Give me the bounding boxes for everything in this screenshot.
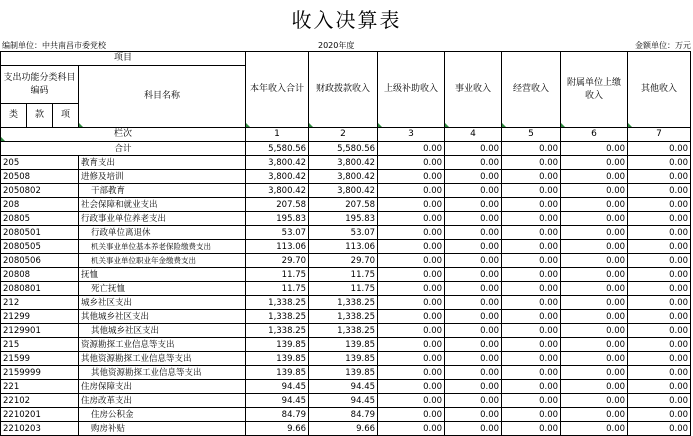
header-lanci: 栏次 bbox=[1, 128, 246, 142]
subject-name: 其他资源勘探工业信息等支出 bbox=[79, 352, 246, 366]
value-cell: 0.00 bbox=[561, 408, 628, 422]
subject-name: 住房改革支出 bbox=[79, 394, 246, 408]
value-cell: 11.75 bbox=[246, 282, 309, 296]
value-cell: 1,338.25 bbox=[246, 324, 309, 338]
value-cell: 0.00 bbox=[378, 254, 445, 268]
value-cell: 139.85 bbox=[309, 352, 378, 366]
value-cell: 0.00 bbox=[378, 408, 445, 422]
amount-unit: 金额单位：万元 bbox=[635, 41, 691, 50]
value-cell: 0.00 bbox=[561, 394, 628, 408]
value-cell: 0.00 bbox=[561, 240, 628, 254]
value-cell: 0.00 bbox=[628, 226, 691, 240]
value-cell: 0.00 bbox=[445, 212, 502, 226]
value-cell: 0.00 bbox=[628, 394, 691, 408]
value-cell: 0.00 bbox=[445, 282, 502, 296]
col-num-3: 3 bbox=[378, 128, 445, 142]
value-cell: 0.00 bbox=[445, 310, 502, 324]
value-cell: 207.58 bbox=[309, 198, 378, 212]
value-cell: 113.06 bbox=[246, 240, 309, 254]
subject-name: 其他城乡社区支出 bbox=[79, 324, 246, 338]
value-cell: 0.00 bbox=[445, 380, 502, 394]
total-cell: 0.00 bbox=[628, 142, 691, 156]
value-cell: 195.83 bbox=[246, 212, 309, 226]
value-cell: 0.00 bbox=[502, 282, 561, 296]
subject-code: 2080801 bbox=[1, 282, 79, 296]
value-cell: 0.00 bbox=[445, 268, 502, 282]
subject-code: 2080506 bbox=[1, 254, 79, 268]
value-cell: 0.00 bbox=[378, 268, 445, 282]
value-cell: 0.00 bbox=[628, 198, 691, 212]
value-cell: 53.07 bbox=[309, 226, 378, 240]
header-project: 项目 bbox=[1, 52, 246, 66]
value-cell: 0.00 bbox=[378, 296, 445, 310]
value-cell: 0.00 bbox=[445, 352, 502, 366]
value-cell: 0.00 bbox=[628, 282, 691, 296]
value-cell: 0.00 bbox=[628, 324, 691, 338]
col-num-5: 5 bbox=[502, 128, 561, 142]
subject-name: 社会保障和就业支出 bbox=[79, 198, 246, 212]
value-cell: 0.00 bbox=[628, 408, 691, 422]
total-cell: 0.00 bbox=[378, 142, 445, 156]
value-cell: 0.00 bbox=[445, 198, 502, 212]
value-cell: 53.07 bbox=[246, 226, 309, 240]
table-row bbox=[1, 310, 691, 324]
header-lei: 类 bbox=[1, 104, 27, 128]
subject-code: 22102 bbox=[1, 394, 79, 408]
value-cell: 94.45 bbox=[309, 394, 378, 408]
compiling-unit: 编制单位：中共南昌市委党校 bbox=[2, 41, 106, 50]
value-cell: 0.00 bbox=[502, 156, 561, 170]
value-cell: 84.79 bbox=[246, 408, 309, 422]
value-cell: 0.00 bbox=[445, 338, 502, 352]
value-cell: 0.00 bbox=[628, 184, 691, 198]
value-cell: 0.00 bbox=[561, 380, 628, 394]
value-cell: 94.45 bbox=[309, 380, 378, 394]
value-cell: 11.75 bbox=[309, 282, 378, 296]
subject-name: 购房补贴 bbox=[79, 422, 246, 436]
income-table bbox=[0, 51, 691, 436]
value-cell: 0.00 bbox=[628, 296, 691, 310]
value-cell: 29.70 bbox=[309, 254, 378, 268]
value-cell: 0.00 bbox=[502, 366, 561, 380]
value-cell: 0.00 bbox=[502, 394, 561, 408]
value-cell: 0.00 bbox=[628, 254, 691, 268]
header-col-2: 财政拨款收入 bbox=[309, 52, 378, 128]
total-cell: 5,580.56 bbox=[246, 142, 309, 156]
value-cell: 0.00 bbox=[378, 226, 445, 240]
value-cell: 0.00 bbox=[561, 366, 628, 380]
value-cell: 0.00 bbox=[502, 226, 561, 240]
total-cell: 0.00 bbox=[502, 142, 561, 156]
value-cell: 3,800.42 bbox=[246, 156, 309, 170]
table-row bbox=[1, 170, 691, 184]
value-cell: 0.00 bbox=[628, 422, 691, 436]
table-row bbox=[1, 394, 691, 408]
value-cell: 195.83 bbox=[309, 212, 378, 226]
header-code-group: 支出功能分类科目编码 bbox=[1, 66, 79, 104]
value-cell: 0.00 bbox=[561, 156, 628, 170]
value-cell: 0.00 bbox=[502, 338, 561, 352]
header-col-3: 上级补助收入 bbox=[378, 52, 445, 128]
table-row bbox=[1, 380, 691, 394]
value-cell: 0.00 bbox=[378, 380, 445, 394]
table-row bbox=[1, 324, 691, 338]
table-row bbox=[1, 282, 691, 296]
value-cell: 94.45 bbox=[246, 394, 309, 408]
value-cell: 11.75 bbox=[246, 268, 309, 282]
value-cell: 0.00 bbox=[561, 352, 628, 366]
value-cell: 0.00 bbox=[561, 170, 628, 184]
value-cell: 207.58 bbox=[246, 198, 309, 212]
subject-name: 行政事业单位养老支出 bbox=[79, 212, 246, 226]
value-cell: 0.00 bbox=[378, 422, 445, 436]
value-cell: 0.00 bbox=[378, 198, 445, 212]
value-cell: 0.00 bbox=[561, 198, 628, 212]
value-cell: 1,338.25 bbox=[309, 324, 378, 338]
value-cell: 0.00 bbox=[445, 170, 502, 184]
table-row bbox=[1, 240, 691, 254]
value-cell: 0.00 bbox=[628, 310, 691, 324]
value-cell: 0.00 bbox=[628, 352, 691, 366]
total-cell: 5,580.56 bbox=[309, 142, 378, 156]
value-cell: 0.00 bbox=[378, 212, 445, 226]
table-row bbox=[1, 338, 691, 352]
subject-code: 21299 bbox=[1, 310, 79, 324]
value-cell: 0.00 bbox=[502, 212, 561, 226]
value-cell: 0.00 bbox=[378, 394, 445, 408]
value-cell: 1,338.25 bbox=[246, 310, 309, 324]
header-col-4: 事业收入 bbox=[445, 52, 502, 128]
subject-code: 20805 bbox=[1, 212, 79, 226]
value-cell: 0.00 bbox=[502, 268, 561, 282]
value-cell: 0.00 bbox=[445, 366, 502, 380]
value-cell: 0.00 bbox=[445, 394, 502, 408]
table-row bbox=[1, 184, 691, 198]
value-cell: 0.00 bbox=[628, 170, 691, 184]
value-cell: 0.00 bbox=[502, 198, 561, 212]
value-cell: 0.00 bbox=[561, 226, 628, 240]
value-cell: 94.45 bbox=[246, 380, 309, 394]
header-kuan: 款 bbox=[27, 104, 53, 128]
page-title: 收入决算表 bbox=[291, 8, 402, 32]
value-cell: 113.06 bbox=[309, 240, 378, 254]
table-row bbox=[1, 212, 691, 226]
value-cell: 0.00 bbox=[561, 282, 628, 296]
col-num-6: 6 bbox=[561, 128, 628, 142]
value-cell: 3,800.42 bbox=[309, 170, 378, 184]
value-cell: 0.00 bbox=[378, 366, 445, 380]
table-row bbox=[1, 366, 691, 380]
subject-name: 住房保障支出 bbox=[79, 380, 246, 394]
subject-code: 2210203 bbox=[1, 422, 79, 436]
value-cell: 0.00 bbox=[445, 324, 502, 338]
col-num-4: 4 bbox=[445, 128, 502, 142]
subject-name: 进修及培训 bbox=[79, 170, 246, 184]
value-cell: 0.00 bbox=[561, 324, 628, 338]
value-cell: 139.85 bbox=[246, 338, 309, 352]
value-cell: 3,800.42 bbox=[309, 156, 378, 170]
value-cell: 0.00 bbox=[561, 268, 628, 282]
subject-name: 住房公积金 bbox=[79, 408, 246, 422]
table-row bbox=[1, 254, 691, 268]
header-subject-name: 科目名称 bbox=[79, 66, 246, 128]
subject-name: 资源勘探工业信息等支出 bbox=[79, 338, 246, 352]
value-cell: 0.00 bbox=[502, 170, 561, 184]
value-cell: 0.00 bbox=[502, 254, 561, 268]
value-cell: 0.00 bbox=[561, 212, 628, 226]
value-cell: 1,338.25 bbox=[309, 310, 378, 324]
subject-code: 2080505 bbox=[1, 240, 79, 254]
value-cell: 84.79 bbox=[309, 408, 378, 422]
col-num-2: 2 bbox=[309, 128, 378, 142]
value-cell: 0.00 bbox=[378, 324, 445, 338]
subject-name: 死亡抚恤 bbox=[79, 282, 246, 296]
value-cell: 0.00 bbox=[628, 366, 691, 380]
value-cell: 0.00 bbox=[445, 422, 502, 436]
subject-code: 20808 bbox=[1, 268, 79, 282]
subject-code: 2080501 bbox=[1, 226, 79, 240]
subject-name: 其他资源勘探工业信息等支出 bbox=[79, 366, 246, 380]
subject-code: 212 bbox=[1, 296, 79, 310]
value-cell: 0.00 bbox=[378, 352, 445, 366]
value-cell: 0.00 bbox=[628, 240, 691, 254]
subject-code: 20508 bbox=[1, 170, 79, 184]
subject-name: 教育支出 bbox=[79, 156, 246, 170]
value-cell: 0.00 bbox=[378, 310, 445, 324]
value-cell: 0.00 bbox=[628, 212, 691, 226]
value-cell: 3,800.42 bbox=[246, 184, 309, 198]
subject-code: 215 bbox=[1, 338, 79, 352]
subject-code: 2210201 bbox=[1, 408, 79, 422]
total-cell: 0.00 bbox=[561, 142, 628, 156]
value-cell: 1,338.25 bbox=[246, 296, 309, 310]
value-cell: 0.00 bbox=[628, 380, 691, 394]
subject-name: 抚恤 bbox=[79, 268, 246, 282]
header-col-5: 经营收入 bbox=[502, 52, 561, 128]
fiscal-year: 2020年度 bbox=[318, 41, 355, 50]
value-cell: 0.00 bbox=[502, 310, 561, 324]
total-row bbox=[1, 142, 691, 156]
value-cell: 0.00 bbox=[502, 422, 561, 436]
table-row bbox=[1, 268, 691, 282]
value-cell: 0.00 bbox=[502, 408, 561, 422]
value-cell: 0.00 bbox=[502, 296, 561, 310]
value-cell: 0.00 bbox=[445, 240, 502, 254]
value-cell: 139.85 bbox=[246, 352, 309, 366]
subject-name: 机关事业单位职业年金缴费支出 bbox=[79, 254, 246, 268]
subject-name: 干部教育 bbox=[79, 184, 246, 198]
col-num-1: 1 bbox=[246, 128, 309, 142]
value-cell: 0.00 bbox=[445, 226, 502, 240]
subject-code: 221 bbox=[1, 380, 79, 394]
value-cell: 139.85 bbox=[309, 366, 378, 380]
table-row bbox=[1, 408, 691, 422]
subject-code: 21599 bbox=[1, 352, 79, 366]
value-cell: 11.75 bbox=[309, 268, 378, 282]
header-col-7: 其他收入 bbox=[628, 52, 691, 128]
value-cell: 0.00 bbox=[445, 254, 502, 268]
value-cell: 0.00 bbox=[445, 156, 502, 170]
value-cell: 3,800.42 bbox=[309, 184, 378, 198]
total-cell: 0.00 bbox=[445, 142, 502, 156]
subject-name: 其他城乡社区支出 bbox=[79, 310, 246, 324]
subject-code: 205 bbox=[1, 156, 79, 170]
value-cell: 3,800.42 bbox=[246, 170, 309, 184]
value-cell: 1,338.25 bbox=[309, 296, 378, 310]
value-cell: 0.00 bbox=[502, 352, 561, 366]
value-cell: 0.00 bbox=[378, 240, 445, 254]
value-cell: 0.00 bbox=[628, 338, 691, 352]
subject-code: 2129901 bbox=[1, 324, 79, 338]
subject-code: 208 bbox=[1, 198, 79, 212]
value-cell: 139.85 bbox=[246, 366, 309, 380]
subject-code: 2159999 bbox=[1, 366, 79, 380]
table-row bbox=[1, 156, 691, 170]
value-cell: 0.00 bbox=[445, 408, 502, 422]
value-cell: 0.00 bbox=[561, 296, 628, 310]
value-cell: 29.70 bbox=[246, 254, 309, 268]
subject-name: 城乡社区支出 bbox=[79, 296, 246, 310]
table-row bbox=[1, 352, 691, 366]
header-xiang: 项 bbox=[53, 104, 79, 128]
value-cell: 0.00 bbox=[628, 156, 691, 170]
value-cell: 9.66 bbox=[246, 422, 309, 436]
total-label: 合计 bbox=[1, 142, 246, 156]
value-cell: 0.00 bbox=[561, 254, 628, 268]
table-row bbox=[1, 422, 691, 436]
value-cell: 0.00 bbox=[502, 324, 561, 338]
value-cell: 0.00 bbox=[628, 268, 691, 282]
subject-name: 行政单位离退休 bbox=[79, 226, 246, 240]
table-row bbox=[1, 198, 691, 212]
value-cell: 0.00 bbox=[445, 296, 502, 310]
value-cell: 139.85 bbox=[309, 338, 378, 352]
value-cell: 0.00 bbox=[502, 380, 561, 394]
value-cell: 0.00 bbox=[561, 422, 628, 436]
subject-code: 2050802 bbox=[1, 184, 79, 198]
value-cell: 0.00 bbox=[561, 184, 628, 198]
value-cell: 9.66 bbox=[309, 422, 378, 436]
value-cell: 0.00 bbox=[378, 338, 445, 352]
value-cell: 0.00 bbox=[378, 156, 445, 170]
value-cell: 0.00 bbox=[561, 310, 628, 324]
header-col-1: 本年收入合计 bbox=[246, 52, 309, 128]
value-cell: 0.00 bbox=[445, 184, 502, 198]
value-cell: 0.00 bbox=[561, 338, 628, 352]
col-num-7: 7 bbox=[628, 128, 691, 142]
value-cell: 0.00 bbox=[378, 282, 445, 296]
value-cell: 0.00 bbox=[502, 240, 561, 254]
header-col-6: 附属单位上缴收入 bbox=[561, 52, 628, 128]
value-cell: 0.00 bbox=[378, 170, 445, 184]
subject-name: 机关事业单位基本养老保险缴费支出 bbox=[79, 240, 246, 254]
table-row bbox=[1, 226, 691, 240]
value-cell: 0.00 bbox=[378, 184, 445, 198]
table-row bbox=[1, 296, 691, 310]
value-cell: 0.00 bbox=[502, 184, 561, 198]
